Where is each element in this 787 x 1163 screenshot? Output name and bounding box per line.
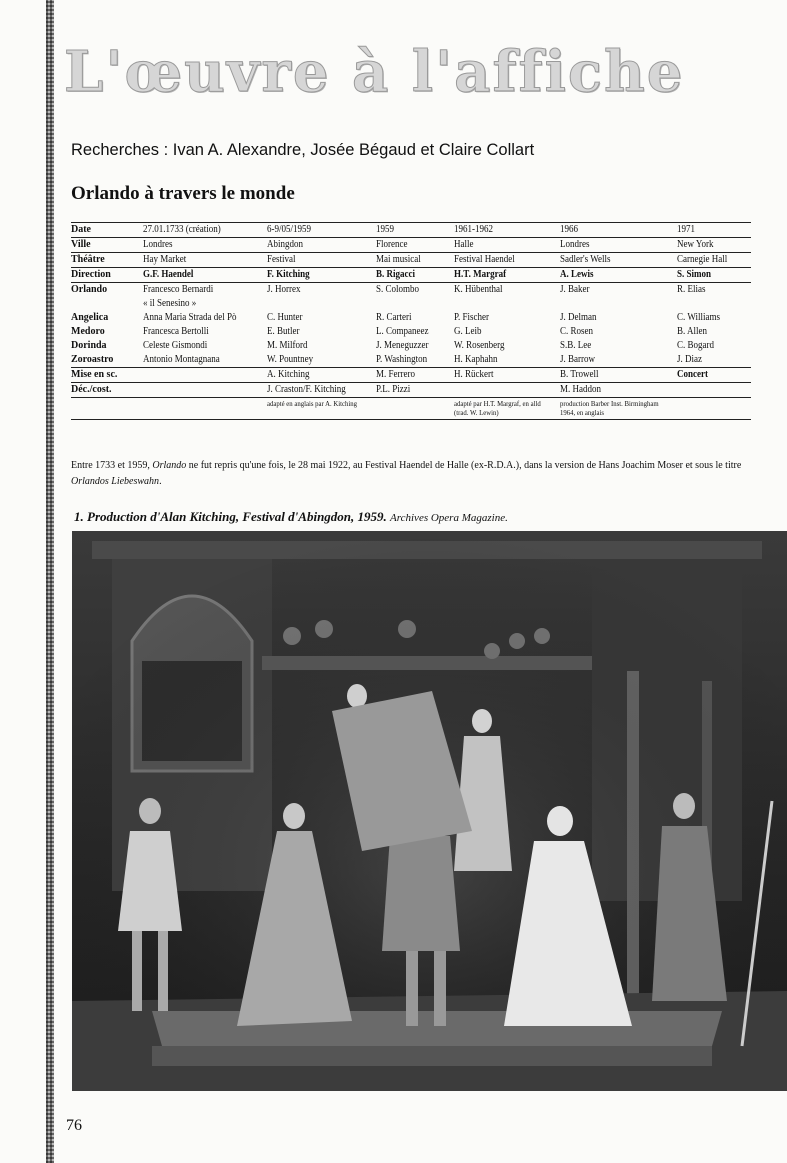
table-cell xyxy=(376,238,454,253)
production-photo xyxy=(72,531,787,1091)
table-row xyxy=(71,238,751,253)
table-cell xyxy=(677,383,751,398)
table-cell xyxy=(560,268,677,283)
table-cell xyxy=(267,311,376,325)
table-row xyxy=(71,339,751,353)
table-cell xyxy=(560,339,677,353)
table-cell xyxy=(376,297,454,311)
cell-text: Londres xyxy=(143,239,173,250)
cell-text: Sadler's Wells xyxy=(560,254,611,265)
table-cell xyxy=(454,311,560,325)
table-cell xyxy=(143,223,267,238)
cell-text: Francesca Bertolli xyxy=(143,326,209,337)
table-cell xyxy=(376,311,454,325)
table-cell xyxy=(143,398,267,420)
cell-text: J. Barrow xyxy=(560,354,596,365)
table-cell xyxy=(454,353,560,368)
cell-text: S. Simon xyxy=(677,269,712,280)
binding-strip xyxy=(46,0,54,1163)
cell-text: E. Butler xyxy=(267,326,300,337)
cell-text: Francesco Bernardi xyxy=(143,284,214,295)
row-label: Orlando xyxy=(71,283,143,298)
production-table-body xyxy=(71,223,751,420)
table-cell xyxy=(454,398,560,420)
table-cell xyxy=(143,353,267,368)
table-cell xyxy=(677,368,751,383)
cell-text: B. Rigacci xyxy=(376,269,415,280)
cell-text: W. Rosenberg xyxy=(454,340,505,351)
table-cell xyxy=(143,339,267,353)
table-cell xyxy=(376,368,454,383)
cell-text: S. Colombo xyxy=(376,284,420,295)
table-cell xyxy=(143,383,267,398)
table-cell xyxy=(677,253,751,268)
cell-text: H. Rückert xyxy=(454,369,494,380)
cell-text: J. Delman xyxy=(560,312,597,323)
table-cell xyxy=(376,253,454,268)
cell-text: Celeste Gismondi xyxy=(143,340,208,351)
cell-text: production Barber Inst. Birmingham 1964, en anglais xyxy=(560,399,659,418)
row-label xyxy=(71,297,143,311)
photo-caption xyxy=(74,509,508,525)
table-row xyxy=(71,383,751,398)
row-label: Théâtre xyxy=(71,253,143,268)
table-cell xyxy=(376,283,454,298)
cell-text: J. Horrex xyxy=(267,284,301,295)
row-label: Date xyxy=(71,223,143,238)
table-cell xyxy=(143,268,267,283)
table-cell xyxy=(677,297,751,311)
table-cell xyxy=(560,253,677,268)
table-cell xyxy=(454,339,560,353)
cell-text: C. Williams xyxy=(677,312,720,323)
cell-text: Festival xyxy=(267,254,296,265)
table-cell xyxy=(560,311,677,325)
table-row xyxy=(71,398,751,420)
cell-text: New York xyxy=(677,239,714,250)
table-cell xyxy=(376,353,454,368)
cell-text: H. Kaphahn xyxy=(454,354,498,365)
table-row xyxy=(71,353,751,368)
table-cell xyxy=(376,339,454,353)
table-cell xyxy=(454,268,560,283)
cell-text: J. Baker xyxy=(560,284,590,295)
cell-text: B. Trowell xyxy=(560,369,599,380)
table-cell xyxy=(454,383,560,398)
production-table xyxy=(71,222,751,420)
table-cell xyxy=(560,383,677,398)
intro-paragraph xyxy=(71,458,753,490)
cell-text: H.T. Margraf xyxy=(454,269,507,280)
cell-text: B. Allen xyxy=(677,326,708,337)
cell-text: F. Kitching xyxy=(267,269,310,280)
row-label: Direction xyxy=(71,268,143,283)
table-row xyxy=(71,283,751,298)
table-cell xyxy=(454,238,560,253)
table-cell xyxy=(677,398,751,420)
cell-text: P. Washington xyxy=(376,354,428,365)
table-cell xyxy=(560,223,677,238)
cell-text: Londres xyxy=(560,239,590,250)
cell-text: 1966 xyxy=(560,224,578,235)
cell-text: adapté par H.T. Margraf, en alld (trad. W. Lewin) xyxy=(454,399,541,418)
cell-text: J. Meneguzzer xyxy=(376,340,429,351)
table-cell xyxy=(143,368,267,383)
paragraph-text: ne fut repris qu'une fois, le 28 mai 1922, au Festival Haendel de Halle (ex-R.D.A.), dans la version de Hans Joachim Moser et sous le titre xyxy=(186,460,742,471)
table-cell xyxy=(376,398,454,420)
table-cell xyxy=(143,325,267,339)
table-row xyxy=(71,311,751,325)
cell-text: A. Lewis xyxy=(560,269,594,280)
table-cell xyxy=(143,283,267,298)
cell-text: Concert xyxy=(677,369,708,380)
cell-text: adapté en anglais par A. Kitching xyxy=(267,399,357,408)
table-cell xyxy=(677,238,751,253)
cell-text: Halle xyxy=(454,239,474,250)
page-title: L'œuvre à l'affiche xyxy=(64,39,685,105)
table-cell xyxy=(454,297,560,311)
table-cell xyxy=(560,368,677,383)
cell-text: G. Leib xyxy=(454,326,482,337)
table-cell xyxy=(677,283,751,298)
cell-text: Abingdon xyxy=(267,239,303,250)
table-cell xyxy=(454,253,560,268)
table-row xyxy=(71,268,751,283)
table-cell xyxy=(267,339,376,353)
row-label: Déc./cost. xyxy=(71,383,143,398)
cell-text: R. Elias xyxy=(677,284,706,295)
table-cell xyxy=(560,283,677,298)
caption-source: Archives Opera Magazine. xyxy=(390,512,508,524)
table-cell xyxy=(376,268,454,283)
cell-text: 27.01.1733 (création) xyxy=(143,224,221,235)
row-label: Mise en sc. xyxy=(71,368,143,383)
table-cell xyxy=(267,368,376,383)
stage-photo-image xyxy=(72,531,787,1091)
caption-main: 1. Production d'Alan Kitching, Festival d'Abingdon, 1959. xyxy=(74,509,387,524)
table-cell xyxy=(677,339,751,353)
cell-text: Festival Haendel xyxy=(454,254,515,265)
cell-text: P. Fischer xyxy=(454,312,490,323)
table-cell xyxy=(677,311,751,325)
row-label: Dorinda xyxy=(71,340,107,351)
table-cell xyxy=(376,383,454,398)
cell-text: M. Haddon xyxy=(560,384,602,395)
cell-text: M. Ferrero xyxy=(376,369,415,380)
cell-text: K. Hübenthal xyxy=(454,284,503,295)
credits-line: Recherches : Ivan A. Alexandre, Josée Bégaud et Claire Collart xyxy=(71,141,535,159)
cell-text: J. Diaz xyxy=(677,354,703,365)
table-cell xyxy=(143,311,267,325)
cell-text: Mai musical xyxy=(376,254,421,265)
cell-text: « il Senesino » xyxy=(143,298,197,309)
table-row xyxy=(71,325,751,339)
table-row xyxy=(71,368,751,383)
page-number: 76 xyxy=(66,1117,82,1134)
row-label: Zoroastro xyxy=(71,354,114,365)
table-cell xyxy=(560,353,677,368)
table-cell xyxy=(267,353,376,368)
table-cell xyxy=(677,325,751,339)
cell-text: C. Bogard xyxy=(677,340,714,351)
table-row xyxy=(71,297,751,311)
section-title: Orlando à travers le monde xyxy=(71,183,295,204)
paragraph-title: Orlandos Liebeswahn xyxy=(71,476,160,487)
cell-text: A. Kitching xyxy=(267,369,310,380)
cell-text: 6-9/05/1959 xyxy=(267,224,312,235)
table-cell xyxy=(267,398,376,420)
table-cell xyxy=(267,383,376,398)
cell-text: C. Hunter xyxy=(267,312,303,323)
cell-text: 1971 xyxy=(677,224,695,235)
table-cell xyxy=(454,368,560,383)
row-label xyxy=(71,398,143,420)
table-cell xyxy=(143,238,267,253)
cell-text: 1959 xyxy=(376,224,394,235)
cell-text: W. Pountney xyxy=(267,354,314,365)
table-cell xyxy=(267,223,376,238)
cell-text: M. Milford xyxy=(267,340,308,351)
row-label: Angelica xyxy=(71,312,109,323)
table-cell xyxy=(454,283,560,298)
table-cell xyxy=(143,253,267,268)
cell-text: Hay Market xyxy=(143,254,187,265)
table-cell xyxy=(376,223,454,238)
cell-text: Antonio Montagnana xyxy=(143,354,220,365)
table-row xyxy=(71,223,751,238)
cell-text: G.F. Haendel xyxy=(143,269,194,280)
cell-text: C. Rosen xyxy=(560,326,594,337)
table-cell xyxy=(454,325,560,339)
cell-text: Anna Maria Strada del Pò xyxy=(143,312,237,323)
table-cell xyxy=(560,238,677,253)
table-cell xyxy=(560,325,677,339)
table-cell xyxy=(677,268,751,283)
table-cell xyxy=(454,223,560,238)
cell-text: R. Carteri xyxy=(376,312,412,323)
table-cell xyxy=(143,297,267,311)
paragraph-title: Orlando xyxy=(152,460,187,471)
cell-text: P.L. Pizzi xyxy=(376,384,411,395)
cell-text: S.B. Lee xyxy=(560,340,592,351)
table-cell xyxy=(267,268,376,283)
table-cell xyxy=(267,297,376,311)
table-cell xyxy=(560,398,677,420)
table-cell xyxy=(267,325,376,339)
table-cell xyxy=(677,223,751,238)
row-label: Medoro xyxy=(71,326,105,337)
cell-text: Carnegie Hall xyxy=(677,254,728,265)
paragraph-text: Entre 1733 et 1959, xyxy=(71,460,153,471)
cell-text: 1961-1962 xyxy=(454,224,494,235)
cell-text: J. Craston/F. Kitching xyxy=(267,384,346,395)
row-label: Ville xyxy=(71,238,143,253)
paragraph-text: . xyxy=(159,476,162,487)
cell-text: L. Companeez xyxy=(376,326,429,337)
table-cell xyxy=(267,253,376,268)
table-row xyxy=(71,253,751,268)
table-cell xyxy=(677,353,751,368)
table-cell xyxy=(267,238,376,253)
table-cell xyxy=(267,283,376,298)
table-cell xyxy=(560,297,677,311)
cell-text: Florence xyxy=(376,239,408,250)
table-cell xyxy=(376,325,454,339)
